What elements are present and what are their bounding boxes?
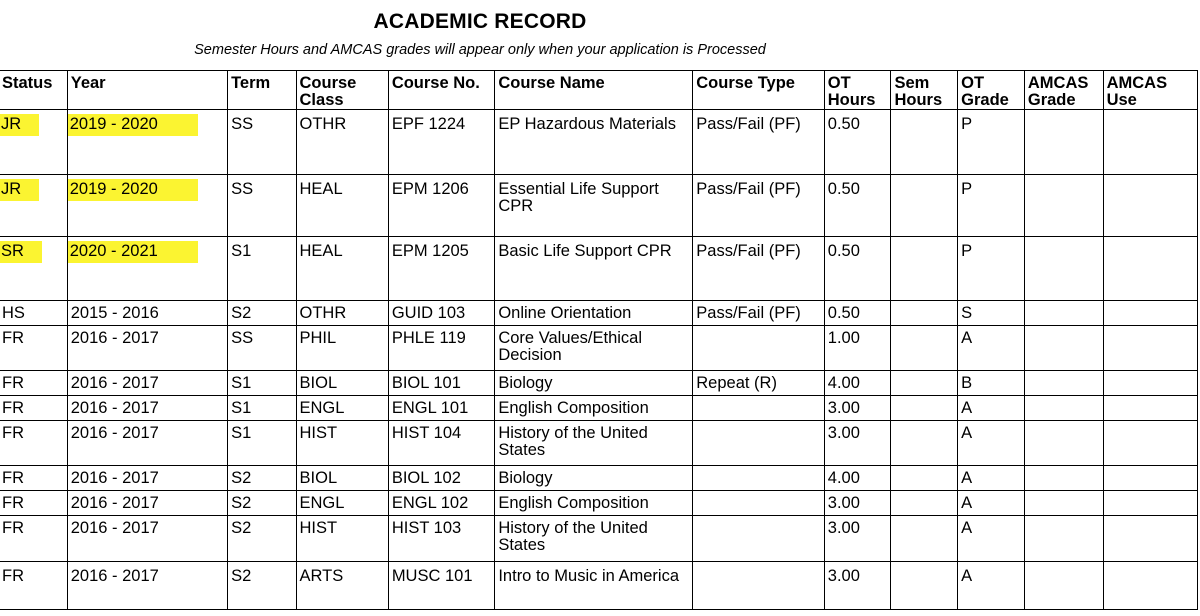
cell-ot-grade: A bbox=[958, 562, 1025, 610]
cell-course-class: BIOL bbox=[296, 466, 388, 491]
cell-year bbox=[67, 175, 227, 237]
col-header-term: Term bbox=[228, 71, 296, 110]
cell-course-name: Biology bbox=[495, 371, 693, 396]
cell-term: SS bbox=[228, 326, 296, 371]
cell-amcas-use bbox=[1103, 396, 1197, 421]
cell-term: S1 bbox=[228, 237, 296, 301]
cell-year: 2016 - 2017 bbox=[67, 371, 227, 396]
cell-course-no: ENGL 102 bbox=[388, 491, 495, 516]
cell-ot-hours: 4.00 bbox=[824, 371, 891, 396]
cell-sem-hours bbox=[891, 371, 958, 396]
cell-sem-hours bbox=[891, 326, 958, 371]
cell-year: 2016 - 2017 bbox=[67, 326, 227, 371]
cell-ot-grade: A bbox=[958, 421, 1025, 466]
table-row bbox=[0, 516, 1198, 562]
col-header-course-name: Course Name bbox=[495, 71, 693, 110]
cell-amcas-use bbox=[1103, 421, 1197, 466]
cell-course-type: Pass/Fail (PF) bbox=[693, 301, 825, 326]
cell-course-class: HIST bbox=[296, 516, 388, 562]
cell-course-name: Essential Life Support CPR bbox=[495, 175, 693, 237]
cell-amcas-use bbox=[1103, 466, 1197, 491]
cell-amcas-use bbox=[1103, 491, 1197, 516]
cell-status: HS bbox=[0, 301, 67, 326]
cell-ot-hours: 4.00 bbox=[824, 466, 891, 491]
cell-course-name: Biology bbox=[495, 466, 693, 491]
cell-course-no: HIST 104 bbox=[388, 421, 495, 466]
cell-amcas-grade bbox=[1024, 175, 1103, 237]
cell-ot-grade: A bbox=[958, 466, 1025, 491]
cell-year bbox=[67, 237, 227, 301]
cell-year: 2015 - 2016 bbox=[67, 301, 227, 326]
cell-amcas-grade bbox=[1024, 562, 1103, 610]
cell-ot-grade: S bbox=[958, 301, 1025, 326]
cell-course-name: English Composition bbox=[495, 396, 693, 421]
cell-amcas-use bbox=[1103, 326, 1197, 371]
cell-course-name: Core Values/Ethical Decision bbox=[495, 326, 693, 371]
cell-course-class: ARTS bbox=[296, 562, 388, 610]
highlight-mark: JR bbox=[0, 179, 39, 201]
cell-ot-grade: A bbox=[958, 516, 1025, 562]
table-row bbox=[0, 371, 1198, 396]
cell-sem-hours bbox=[891, 396, 958, 421]
cell-year: 2016 - 2017 bbox=[67, 491, 227, 516]
cell-course-type: Pass/Fail (PF) bbox=[693, 237, 825, 301]
cell-amcas-grade bbox=[1024, 466, 1103, 491]
col-header-course-no: Course No. bbox=[388, 71, 495, 110]
cell-course-type bbox=[693, 396, 825, 421]
cell-ot-hours: 0.50 bbox=[824, 237, 891, 301]
cell-course-name: English Composition bbox=[495, 491, 693, 516]
cell-course-no: HIST 103 bbox=[388, 516, 495, 562]
cell-ot-hours: 0.50 bbox=[824, 110, 891, 175]
cell-amcas-grade bbox=[1024, 421, 1103, 466]
cell-course-class: BIOL bbox=[296, 371, 388, 396]
cell-ot-grade: P bbox=[958, 110, 1025, 175]
table-row bbox=[0, 396, 1198, 421]
cell-sem-hours bbox=[891, 301, 958, 326]
cell-sem-hours bbox=[891, 237, 958, 301]
cell-year bbox=[67, 110, 227, 175]
col-header-sem-hours: Sem Hours bbox=[891, 71, 958, 110]
cell-course-no: EPM 1206 bbox=[388, 175, 495, 237]
cell-course-class: ENGL bbox=[296, 491, 388, 516]
cell-amcas-use bbox=[1103, 371, 1197, 396]
cell-course-class: OTHR bbox=[296, 110, 388, 175]
cell-course-name: Intro to Music in America bbox=[495, 562, 693, 610]
cell-year: 2016 - 2017 bbox=[67, 562, 227, 610]
cell-amcas-grade bbox=[1024, 516, 1103, 562]
cell-status: FR bbox=[0, 516, 67, 562]
cell-year: 2016 - 2017 bbox=[67, 396, 227, 421]
cell-term: S1 bbox=[228, 396, 296, 421]
cell-term: S2 bbox=[228, 516, 296, 562]
cell-ot-grade: P bbox=[958, 175, 1025, 237]
table-row bbox=[0, 110, 1198, 175]
cell-course-no: GUID 103 bbox=[388, 301, 495, 326]
cell-ot-hours: 3.00 bbox=[824, 562, 891, 610]
table-row bbox=[0, 562, 1198, 610]
cell-course-name: History of the United States bbox=[495, 421, 693, 466]
page-title: ACADEMIC RECORD bbox=[373, 10, 587, 33]
cell-sem-hours bbox=[891, 175, 958, 237]
cell-course-type: Repeat (R) bbox=[693, 371, 825, 396]
cell-amcas-grade bbox=[1024, 237, 1103, 301]
cell-sem-hours bbox=[891, 491, 958, 516]
col-header-ot-hours: OT Hours bbox=[824, 71, 891, 110]
cell-amcas-use bbox=[1103, 301, 1197, 326]
cell-sem-hours bbox=[891, 110, 958, 175]
cell-ot-grade: A bbox=[958, 491, 1025, 516]
cell-term: S1 bbox=[228, 371, 296, 396]
cell-ot-hours: 3.00 bbox=[824, 516, 891, 562]
cell-course-class: ENGL bbox=[296, 396, 388, 421]
cell-sem-hours bbox=[891, 516, 958, 562]
cell-status: FR bbox=[0, 396, 67, 421]
cell-year: 2016 - 2017 bbox=[67, 421, 227, 466]
cell-term: S2 bbox=[228, 562, 296, 610]
cell-amcas-use bbox=[1103, 562, 1197, 610]
cell-year: 2016 - 2017 bbox=[67, 466, 227, 491]
cell-course-no: ENGL 101 bbox=[388, 396, 495, 421]
cell-course-type bbox=[693, 466, 825, 491]
cell-status: FR bbox=[0, 371, 67, 396]
cell-course-type bbox=[693, 516, 825, 562]
highlight-mark: 2019 - 2020 bbox=[68, 179, 198, 201]
cell-amcas-grade bbox=[1024, 110, 1103, 175]
cell-course-name: History of the United States bbox=[495, 516, 693, 562]
table-row bbox=[0, 301, 1198, 326]
page-subtitle: Semester Hours and AMCAS grades will appear only when your application is Processed bbox=[194, 42, 766, 58]
col-header-course-class: Course Class bbox=[296, 71, 388, 110]
cell-status: FR bbox=[0, 562, 67, 610]
cell-amcas-grade bbox=[1024, 371, 1103, 396]
cell-course-class: HEAL bbox=[296, 237, 388, 301]
cell-ot-grade: P bbox=[958, 237, 1025, 301]
cell-ot-grade: A bbox=[958, 396, 1025, 421]
col-header-course-type: Course Type bbox=[693, 71, 825, 110]
table-body bbox=[0, 110, 1198, 610]
cell-term: SS bbox=[228, 175, 296, 237]
cell-course-name: Online Orientation bbox=[495, 301, 693, 326]
cell-course-type bbox=[693, 326, 825, 371]
cell-status bbox=[0, 110, 67, 175]
cell-course-no: PHLE 119 bbox=[388, 326, 495, 371]
cell-ot-hours: 3.00 bbox=[824, 491, 891, 516]
cell-course-no: EPM 1205 bbox=[388, 237, 495, 301]
cell-amcas-use bbox=[1103, 237, 1197, 301]
cell-amcas-use bbox=[1103, 516, 1197, 562]
col-header-ot-grade: OT Grade bbox=[958, 71, 1025, 110]
table-row bbox=[0, 491, 1198, 516]
table-row bbox=[0, 237, 1198, 301]
cell-course-no: MUSC 101 bbox=[388, 562, 495, 610]
cell-course-class: PHIL bbox=[296, 326, 388, 371]
cell-ot-hours: 3.00 bbox=[824, 396, 891, 421]
cell-status: FR bbox=[0, 466, 67, 491]
table-row bbox=[0, 175, 1198, 237]
cell-course-class: HIST bbox=[296, 421, 388, 466]
cell-amcas-grade bbox=[1024, 326, 1103, 371]
cell-term: S2 bbox=[228, 466, 296, 491]
col-header-amcas-use: AMCAS Use bbox=[1103, 71, 1197, 110]
cell-status: FR bbox=[0, 421, 67, 466]
cell-sem-hours bbox=[891, 466, 958, 491]
table-row bbox=[0, 421, 1198, 466]
cell-term: S2 bbox=[228, 301, 296, 326]
cell-ot-hours: 1.00 bbox=[824, 326, 891, 371]
cell-term: S2 bbox=[228, 491, 296, 516]
highlight-mark: JR bbox=[0, 114, 39, 136]
highlight-mark: SR bbox=[0, 241, 42, 263]
col-header-year: Year bbox=[67, 71, 227, 110]
cell-sem-hours bbox=[891, 421, 958, 466]
cell-ot-hours: 0.50 bbox=[824, 175, 891, 237]
cell-course-type: Pass/Fail (PF) bbox=[693, 175, 825, 237]
cell-course-no: BIOL 102 bbox=[388, 466, 495, 491]
highlight-mark: 2019 - 2020 bbox=[68, 114, 198, 136]
cell-amcas-use bbox=[1103, 175, 1197, 237]
cell-course-no: EPF 1224 bbox=[388, 110, 495, 175]
cell-status: FR bbox=[0, 326, 67, 371]
cell-ot-hours: 0.50 bbox=[824, 301, 891, 326]
cell-ot-grade: A bbox=[958, 326, 1025, 371]
cell-ot-grade: B bbox=[958, 371, 1025, 396]
cell-course-type bbox=[693, 491, 825, 516]
cell-course-type: Pass/Fail (PF) bbox=[693, 110, 825, 175]
cell-term: SS bbox=[228, 110, 296, 175]
cell-course-no: BIOL 101 bbox=[388, 371, 495, 396]
cell-course-class: OTHR bbox=[296, 301, 388, 326]
cell-amcas-grade bbox=[1024, 396, 1103, 421]
cell-status bbox=[0, 175, 67, 237]
cell-amcas-use bbox=[1103, 110, 1197, 175]
table-header-row bbox=[0, 71, 1198, 110]
cell-ot-hours: 3.00 bbox=[824, 421, 891, 466]
cell-course-class: HEAL bbox=[296, 175, 388, 237]
col-header-amcas-grade: AMCAS Grade bbox=[1024, 71, 1103, 110]
cell-status: FR bbox=[0, 491, 67, 516]
table-row bbox=[0, 326, 1198, 371]
cell-year: 2016 - 2017 bbox=[67, 516, 227, 562]
cell-sem-hours bbox=[891, 562, 958, 610]
cell-status bbox=[0, 237, 67, 301]
cell-term: S1 bbox=[228, 421, 296, 466]
col-header-status: Status bbox=[0, 71, 67, 110]
cell-course-name: Basic Life Support CPR bbox=[495, 237, 693, 301]
cell-course-name: EP Hazardous Materials bbox=[495, 110, 693, 175]
cell-course-type bbox=[693, 421, 825, 466]
cell-amcas-grade bbox=[1024, 491, 1103, 516]
table-row bbox=[0, 466, 1198, 491]
cell-amcas-grade bbox=[1024, 301, 1103, 326]
cell-course-type bbox=[693, 562, 825, 610]
academic-record-table bbox=[0, 70, 1198, 610]
highlight-mark: 2020 - 2021 bbox=[68, 241, 198, 263]
